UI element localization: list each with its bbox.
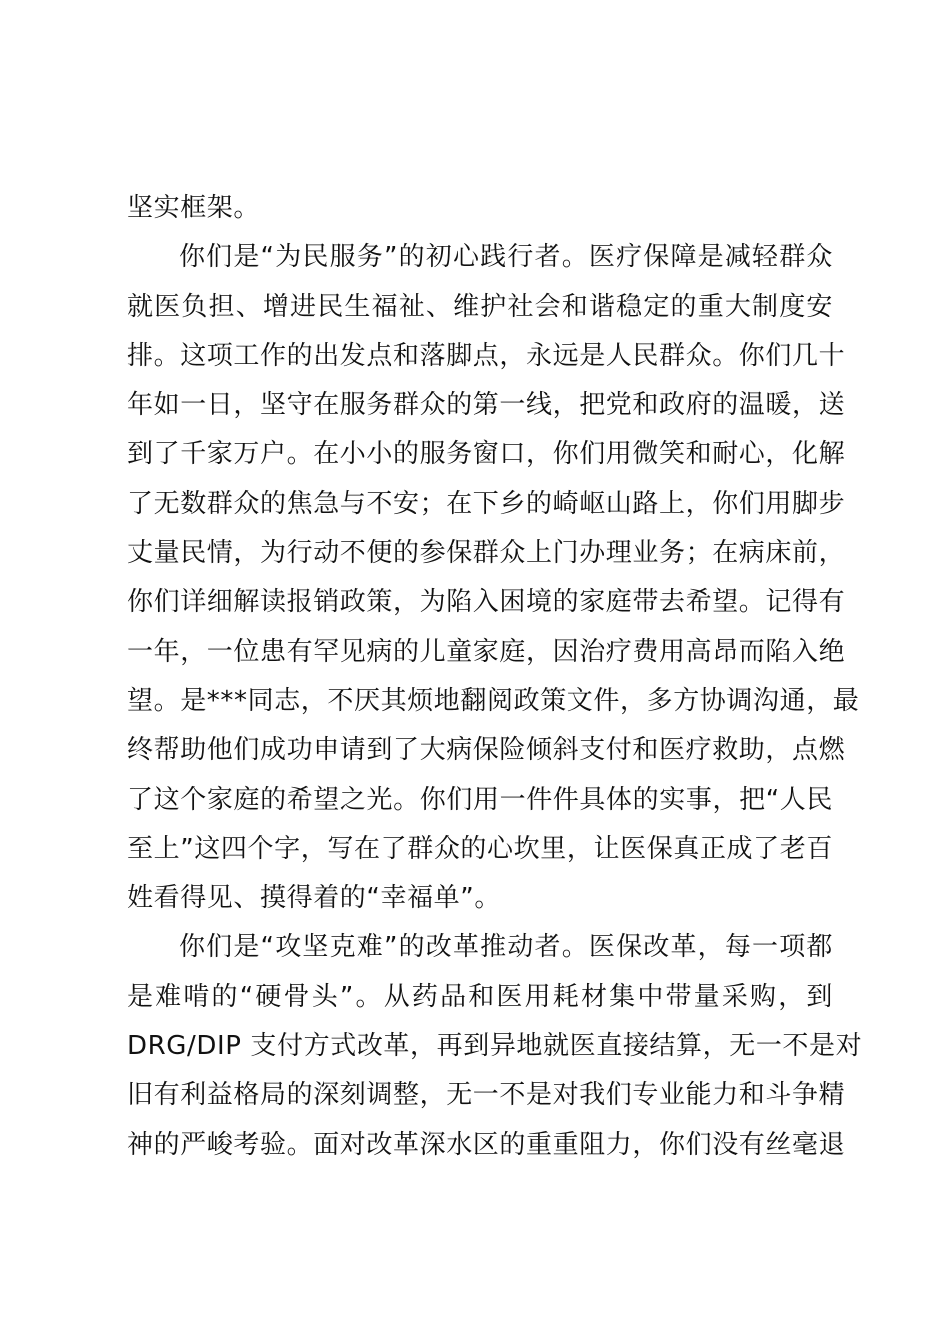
document-page: [127, 184, 863, 1170]
text-line: 丈量民情，为行动不便的参保群众上门办理业务；在病床前，: [127, 538, 846, 569]
text-line: 到了千家万户。在小小的服务窗口，你们用微笑和耐心，化解: [127, 439, 846, 470]
text-line: 你们详细解读报销政策，为陷入困境的家庭带去希望。记得有: [127, 587, 846, 618]
text-line: 终帮助他们成功申请到了大病保险倾斜支付和医疗救助，点燃: [127, 735, 846, 766]
text-line: 年如一日，坚守在服务群众的第一线，把党和政府的温暖，送: [127, 390, 846, 421]
text-line: 坚实框架。: [127, 193, 261, 223]
text-line: 就医负担、增进民生福祉、维护社会和谐稳定的重大制度安: [127, 291, 833, 322]
paragraph-serving-the-people: [127, 233, 860, 923]
paragraph-reform-drivers: [127, 923, 863, 1169]
text-line: 望。是***同志，不厌其烦地翻阅政策文件，多方协调沟通，最: [127, 685, 860, 716]
text-line: 你们是“攻坚克难”的改革推动者。医保改革，每一项都: [179, 932, 833, 963]
text-line: 是难啃的“硬骨头”。从药品和医用耗材集中带量采购，到: [127, 981, 833, 1012]
text-line: 一年，一位患有罕见病的儿童家庭，因治疗费用高昂而陷入绝: [127, 636, 846, 667]
text-line: 了这个家庭的希望之光。你们用一件件具体的实事，把“人民: [127, 784, 833, 815]
text-line: DRG/DIP 支付方式改革，再到异地就医直接结算，无一不是对: [127, 1031, 863, 1062]
text-line: 神的严峻考验。面对改革深水区的重重阻力，你们没有丝毫退: [127, 1129, 846, 1160]
paragraph-continuation: [127, 184, 833, 233]
text-line: 了无数群众的焦急与不安；在下乡的崎岖山路上，你们用脚步: [127, 488, 846, 519]
text-line: 旧有利益格局的深刻调整，无一不是对我们专业能力和斗争精: [127, 1080, 846, 1111]
text-line: 你们是“为民服务”的初心践行者。医疗保障是减轻群众: [179, 242, 833, 273]
text-line: 姓看得见、摸得着的“幸福单”。: [127, 883, 501, 914]
text-line: 至上”这四个字，写在了群众的心坎里，让医保真正成了老百: [127, 833, 833, 864]
text-line: 排。这项工作的出发点和落脚点，永远是人民群众。你们几十: [127, 340, 846, 371]
